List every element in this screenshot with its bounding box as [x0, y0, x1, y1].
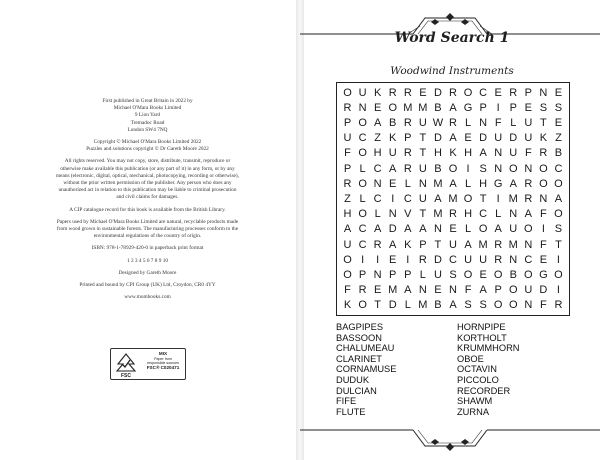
grid-letter: O: [539, 162, 548, 175]
copyright-line: A CIP catalogue record for this book is available from the British Library.: [69, 206, 226, 213]
grid-letter: D: [509, 132, 518, 145]
grid-letter: A: [434, 192, 442, 205]
grid-letter: M: [388, 284, 398, 297]
copyright-line: 1 2 3 4 5 6 7 8 9 10: [126, 257, 169, 264]
word-list-item: OBOE: [457, 353, 484, 364]
grid-letter: R: [449, 116, 457, 129]
grid-letter: H: [479, 177, 488, 190]
word-list-item: DUDUK: [336, 374, 370, 385]
grid-letter: P: [343, 116, 352, 129]
grid-letter: O: [554, 268, 563, 281]
grid-letter: N: [509, 208, 518, 221]
grid-letter: K: [343, 299, 352, 312]
grid-letter: M: [433, 177, 443, 190]
grid-letter: D: [433, 132, 442, 145]
grid-letter: C: [373, 162, 382, 175]
grid-letter: B: [509, 268, 517, 281]
word-list-item: PICCOLO: [457, 374, 499, 385]
grid-letter: N: [524, 238, 533, 251]
grid-letter: M: [508, 238, 518, 251]
grid-letter: U: [509, 147, 518, 160]
grid-letter: R: [418, 253, 427, 266]
grid-letter: L: [510, 116, 517, 129]
copyright-line: otherwise make available this publication (or any part of it) in any form, or by any: [60, 165, 235, 172]
word-list-item: HORNPIPE: [457, 322, 506, 332]
grid-letter: U: [479, 253, 488, 266]
grid-letter: G: [463, 101, 473, 114]
grid-letter: O: [524, 223, 533, 236]
grid-letter: A: [389, 238, 397, 251]
grid-letter: Z: [555, 132, 562, 145]
grid-letter: S: [479, 162, 487, 175]
grid-letter: E: [373, 101, 382, 114]
grid-letter: B: [434, 299, 442, 312]
grid-letter: A: [449, 101, 457, 114]
grid-letter: O: [358, 147, 367, 160]
copyright-line: unauthorized act in relation to this publication may be liable to criminal prosecution: [58, 187, 237, 194]
copyright-line: from wood grown in sustainable forests. The manufacturing processes conform to the: [56, 226, 239, 233]
grid-letter: N: [494, 147, 503, 160]
grid-letter: U: [464, 253, 473, 266]
grid-letter: A: [373, 223, 382, 236]
grid-letter: U: [524, 132, 533, 145]
grid-letter: N: [524, 299, 533, 312]
grid-letter: U: [494, 132, 503, 145]
word-list-item: KORTHOLT: [457, 332, 507, 343]
grid-letter: F: [344, 147, 351, 160]
grid-letter: R: [494, 253, 503, 266]
grid-letter: P: [404, 268, 412, 281]
copyright-line: Designed by Gareth Moore: [118, 269, 177, 276]
grid-letter: U: [388, 147, 397, 160]
grid-letter: N: [388, 208, 397, 221]
grid-letter: N: [373, 268, 382, 281]
grid-letter: A: [389, 162, 397, 175]
grid-letter: L: [465, 177, 472, 190]
grid-letter: M: [403, 101, 413, 114]
word-list-item: OCTAVIN: [457, 364, 497, 375]
grid-letter: U: [343, 132, 352, 145]
grid-letter: A: [449, 299, 457, 312]
grid-letter: L: [359, 162, 366, 175]
grid-letter: P: [358, 268, 367, 281]
grid-letter: I: [391, 192, 395, 205]
grid-letter: O: [463, 268, 473, 281]
grid-letter: C: [373, 192, 382, 205]
grid-letter: A: [479, 284, 487, 297]
grid-letter: H: [464, 208, 473, 221]
grid-letter: S: [539, 101, 548, 114]
grid-letter: K: [373, 86, 382, 99]
grid-letter: O: [343, 253, 352, 266]
grid-letter: O: [539, 177, 548, 190]
grid-letter: D: [433, 253, 442, 266]
grid-letter: D: [433, 86, 442, 99]
grid-letter: S: [479, 299, 487, 312]
grid-letter: L: [404, 177, 411, 190]
word-list-item: BAGPIPES: [336, 322, 384, 332]
grid-letter: R: [373, 238, 382, 251]
grid-letter: O: [358, 299, 367, 312]
grid-letter: R: [494, 238, 503, 251]
grid-letter: F: [464, 284, 472, 297]
grid-letter: M: [418, 299, 428, 312]
fsc-mark: MIX: [158, 351, 168, 356]
grid-letter: R: [358, 284, 367, 297]
grid-letter: A: [373, 116, 382, 129]
grid-letter: C: [524, 253, 533, 266]
grid-letter: U: [343, 238, 352, 251]
grid-letter: A: [509, 177, 517, 190]
word-list-item: FLUTE: [336, 406, 366, 417]
grid-letter: R: [343, 101, 352, 114]
grid-letter: E: [389, 177, 397, 190]
grid-letter: H: [343, 208, 352, 221]
grid-letter: I: [496, 192, 500, 205]
grid-letter: O: [463, 86, 473, 99]
grid-letter: A: [449, 177, 457, 190]
grid-letter: T: [479, 192, 487, 205]
grid-letter: O: [388, 101, 397, 114]
grid-letter: R: [524, 192, 533, 205]
grid-letter: P: [479, 101, 487, 114]
grid-letter: E: [494, 86, 502, 99]
grid-letter: A: [524, 208, 532, 221]
grid-letter: C: [403, 192, 412, 205]
grid-letter: R: [403, 147, 412, 160]
word-list: [336, 322, 570, 417]
grid-letter: U: [433, 268, 442, 281]
grid-letter: N: [418, 284, 427, 297]
grid-letter: D: [388, 299, 397, 312]
copyright-line: environmental regulations of the country of origin.: [93, 233, 202, 240]
grid-letter: A: [343, 223, 352, 236]
grid-letter: S: [554, 223, 563, 236]
grid-letter: T: [555, 238, 562, 251]
grid-letter: A: [479, 147, 487, 160]
grid-letter: M: [508, 192, 518, 205]
grid-letter: C: [479, 86, 488, 99]
grid-letter: O: [524, 268, 533, 281]
grid-letter: L: [419, 268, 426, 281]
grid-letter: R: [539, 147, 548, 160]
grid-letter: V: [404, 208, 412, 221]
grid-letter: O: [493, 299, 503, 312]
grid-letter: R: [403, 116, 412, 129]
grid-letter: E: [389, 253, 397, 266]
grid-letter: E: [479, 268, 487, 281]
grid-letter: L: [465, 223, 472, 236]
grid-letter: D: [388, 223, 397, 236]
grid-letter: P: [524, 86, 532, 99]
grid-letter: N: [539, 192, 548, 205]
fsc-code: FSC® C020471: [146, 364, 180, 370]
grid-letter: W: [432, 116, 444, 129]
grid-letter: I: [556, 284, 560, 297]
word-list-item: ZURNA: [457, 406, 490, 417]
grid-letter: I: [556, 253, 560, 266]
grid-letter: T: [419, 147, 427, 160]
fsc-tree-checkmark-icon: [114, 352, 138, 378]
grid-letter: F: [524, 147, 532, 160]
grid-letter: G: [539, 268, 548, 281]
fsc-line2: responsible sources: [147, 361, 179, 366]
grid-letter: E: [524, 101, 532, 114]
grid-letter: E: [554, 116, 563, 129]
grid-letter: O: [554, 177, 563, 190]
grid-letter: E: [419, 86, 427, 99]
word-list-item: RECORDER: [457, 385, 511, 396]
grid-letter: T: [419, 208, 427, 221]
grid-letter: P: [343, 162, 352, 175]
grid-letter: O: [343, 268, 352, 281]
copyright-line: Printed and bound by CPI Group (UK) Ltd, Croydon, CR0 4YY: [79, 282, 216, 289]
puzzle-theme: Woodwind Instruments: [390, 65, 514, 77]
grid-letter: O: [463, 192, 473, 205]
grid-letter: A: [419, 223, 427, 236]
grid-letter: B: [554, 147, 563, 160]
grid-letter: U: [418, 116, 427, 129]
grid-letter: R: [388, 86, 397, 99]
word-list-item: SHAWM: [457, 396, 493, 407]
grid-letter: U: [418, 162, 427, 175]
grid-letter: F: [494, 116, 502, 129]
copyright-line: London SW4 7NQ: [127, 126, 168, 133]
grid-letter: L: [495, 208, 502, 221]
grid-letter: K: [449, 147, 457, 160]
grid-letter: N: [449, 284, 457, 297]
grid-letter: O: [358, 116, 367, 129]
grid-letter: K: [389, 132, 397, 145]
grid-letter: I: [541, 223, 545, 236]
grid-letter: U: [358, 86, 367, 99]
copyright-line: Michael O'Mara Books Limited: [113, 105, 182, 112]
grid-letter: M: [433, 208, 443, 221]
word-search-grid: [336, 82, 570, 316]
grid-letter: I: [496, 101, 500, 114]
grid-letter: C: [449, 253, 457, 266]
grid-letter: F: [344, 284, 351, 297]
grid-letter: E: [539, 253, 548, 266]
grid-letter: D: [479, 132, 488, 145]
fsc-text: [141, 352, 185, 370]
grid-letter: E: [449, 223, 457, 236]
copyright-line: 9 Lion Yard: [134, 112, 161, 119]
copyright-line: ISBN: 978-1-78929-420-0 in paperback print format: [91, 245, 204, 252]
copyright-line: Tremadoc Road: [130, 119, 165, 126]
word-list-item: CLARINET: [336, 353, 382, 364]
grid-letter: O: [508, 162, 518, 175]
grid-letter: N: [418, 177, 427, 190]
grid-letter: M: [448, 192, 458, 205]
grid-letter: E: [464, 132, 472, 145]
grid-letter: R: [509, 86, 518, 99]
word-list-item: CHALUMEAU: [336, 343, 395, 354]
grid-letter: I: [361, 253, 365, 266]
copyright-line: Puzzles and solutions copyright © Dr Gareth Moore 2022: [86, 146, 209, 153]
grid-letter: M: [478, 238, 488, 251]
grid-letter: L: [359, 192, 366, 205]
grid-letter: L: [404, 299, 411, 312]
grid-letter: U: [524, 116, 533, 129]
grid-letter: C: [358, 132, 367, 145]
grid-letter: P: [494, 284, 502, 297]
copyright-line: without the prior written permission of the publisher. Any person who does any: [63, 180, 232, 187]
grid-letter: B: [434, 101, 442, 114]
word-list-item: CORNAMUSE: [336, 364, 397, 375]
copyright-line: and civil claims for damages.: [116, 194, 179, 201]
grid-letter: R: [449, 86, 457, 99]
grid-letter: I: [466, 162, 470, 175]
grid-letter: K: [404, 238, 412, 251]
book-gutter: [296, 0, 304, 460]
grid-letter: U: [509, 223, 518, 236]
grid-letter: E: [434, 284, 442, 297]
grid-letter: C: [479, 208, 488, 221]
grid-letter: R: [449, 208, 457, 221]
grid-letter: K: [539, 132, 548, 145]
grid-letter: R: [554, 299, 563, 312]
grid-letter: C: [554, 162, 563, 175]
copyright-page: [0, 0, 296, 460]
grid-letter: O: [554, 208, 563, 221]
grid-letter: R: [343, 177, 352, 190]
grid-letter: N: [524, 162, 533, 175]
grid-letter: H: [464, 147, 473, 160]
grid-letter: S: [554, 101, 563, 114]
grid-letter: C: [358, 223, 367, 236]
grid-letter: N: [494, 162, 503, 175]
grid-letter: H: [373, 147, 382, 160]
grid-letter: S: [449, 268, 457, 281]
grid-letter: A: [554, 192, 563, 205]
grid-letter: U: [418, 192, 427, 205]
grid-letter: N: [373, 177, 382, 190]
fsc-logo: [110, 348, 186, 380]
grid-letter: A: [494, 223, 502, 236]
fsc-label: FSC: [121, 373, 131, 378]
grid-letter: N: [539, 86, 548, 99]
grid-letter: P: [404, 132, 412, 145]
grid-letter: O: [343, 86, 352, 99]
puzzle-title: Word Search 1: [394, 30, 510, 46]
grid-letter: N: [509, 253, 518, 266]
grid-letter: E: [373, 284, 382, 297]
grid-letter: Z: [344, 192, 351, 205]
grid-letter: P: [509, 101, 517, 114]
grid-letter: A: [464, 238, 472, 251]
grid-letter: O: [448, 162, 458, 175]
grid-letter: A: [404, 223, 412, 236]
grid-letter: D: [539, 284, 548, 297]
grid-letter: I: [376, 253, 380, 266]
grid-letter: F: [540, 208, 547, 221]
grid-letter: S: [464, 299, 472, 312]
grid-letter: O: [358, 177, 367, 190]
copyright-line: Copyright © Michael O'Mara Books Limited 2022: [93, 139, 202, 146]
grid-letter: N: [479, 116, 488, 129]
grid-letter: F: [540, 299, 547, 312]
grid-letter: T: [374, 299, 382, 312]
grid-letter: O: [508, 284, 518, 297]
fsc-line1: Paper from: [154, 356, 172, 361]
copyright-line: First published in Great Britain in 2022 by: [102, 98, 193, 104]
grid-letter: U: [524, 284, 533, 297]
grid-letter: A: [404, 284, 412, 297]
grid-letter: T: [540, 116, 547, 129]
grid-letter: A: [449, 132, 457, 145]
copyright-line: Papers used by Michael O'Mara Books Limited are natural, recyclable products made: [56, 218, 239, 225]
grid-letter: T: [419, 132, 427, 145]
grid-letter: R: [403, 86, 412, 99]
grid-letter: P: [419, 238, 427, 251]
grid-letter: B: [434, 162, 442, 175]
copyright-line: www.mombooks.com: [124, 294, 171, 301]
grid-letter: I: [406, 253, 410, 266]
grid-letter: R: [524, 177, 533, 190]
grid-letter: H: [433, 147, 442, 160]
word-list-item: DULCIAN: [336, 385, 377, 396]
grid-letter: P: [389, 268, 397, 281]
grid-letter: U: [449, 238, 457, 251]
grid-letter: R: [403, 162, 412, 175]
word-list-item: FIFE: [336, 396, 357, 407]
word-list-item: KRUMMHORN: [457, 343, 520, 354]
grid-letter: F: [540, 238, 547, 251]
grid-letter: C: [358, 238, 367, 251]
grid-letter: O: [358, 208, 367, 221]
word-list-item: BASSOON: [336, 332, 382, 343]
grid-letter: L: [374, 208, 381, 221]
grid-letter: T: [434, 238, 442, 251]
grid-letter: O: [508, 299, 518, 312]
copyright-block: [40, 98, 255, 301]
grid-letter: N: [358, 101, 367, 114]
grid-letter: O: [493, 268, 503, 281]
copyright-line: means (electronic, digital, optical, mechanical, photocopying, recording or otherwise),: [56, 172, 239, 179]
grid-letter: E: [554, 86, 563, 99]
grid-letter: M: [418, 101, 428, 114]
grid-letter: L: [465, 116, 472, 129]
grid-letter: N: [433, 223, 442, 236]
copyright-line: All rights reserved. You may not copy, store, distribute, transmit, reproduce or: [64, 158, 231, 165]
grid-letter: G: [493, 177, 503, 190]
art-deco-footer-ornament: [300, 426, 600, 452]
grid-letter: B: [389, 116, 397, 129]
grid-letter: O: [478, 223, 488, 236]
grid-letter: Z: [374, 132, 382, 145]
